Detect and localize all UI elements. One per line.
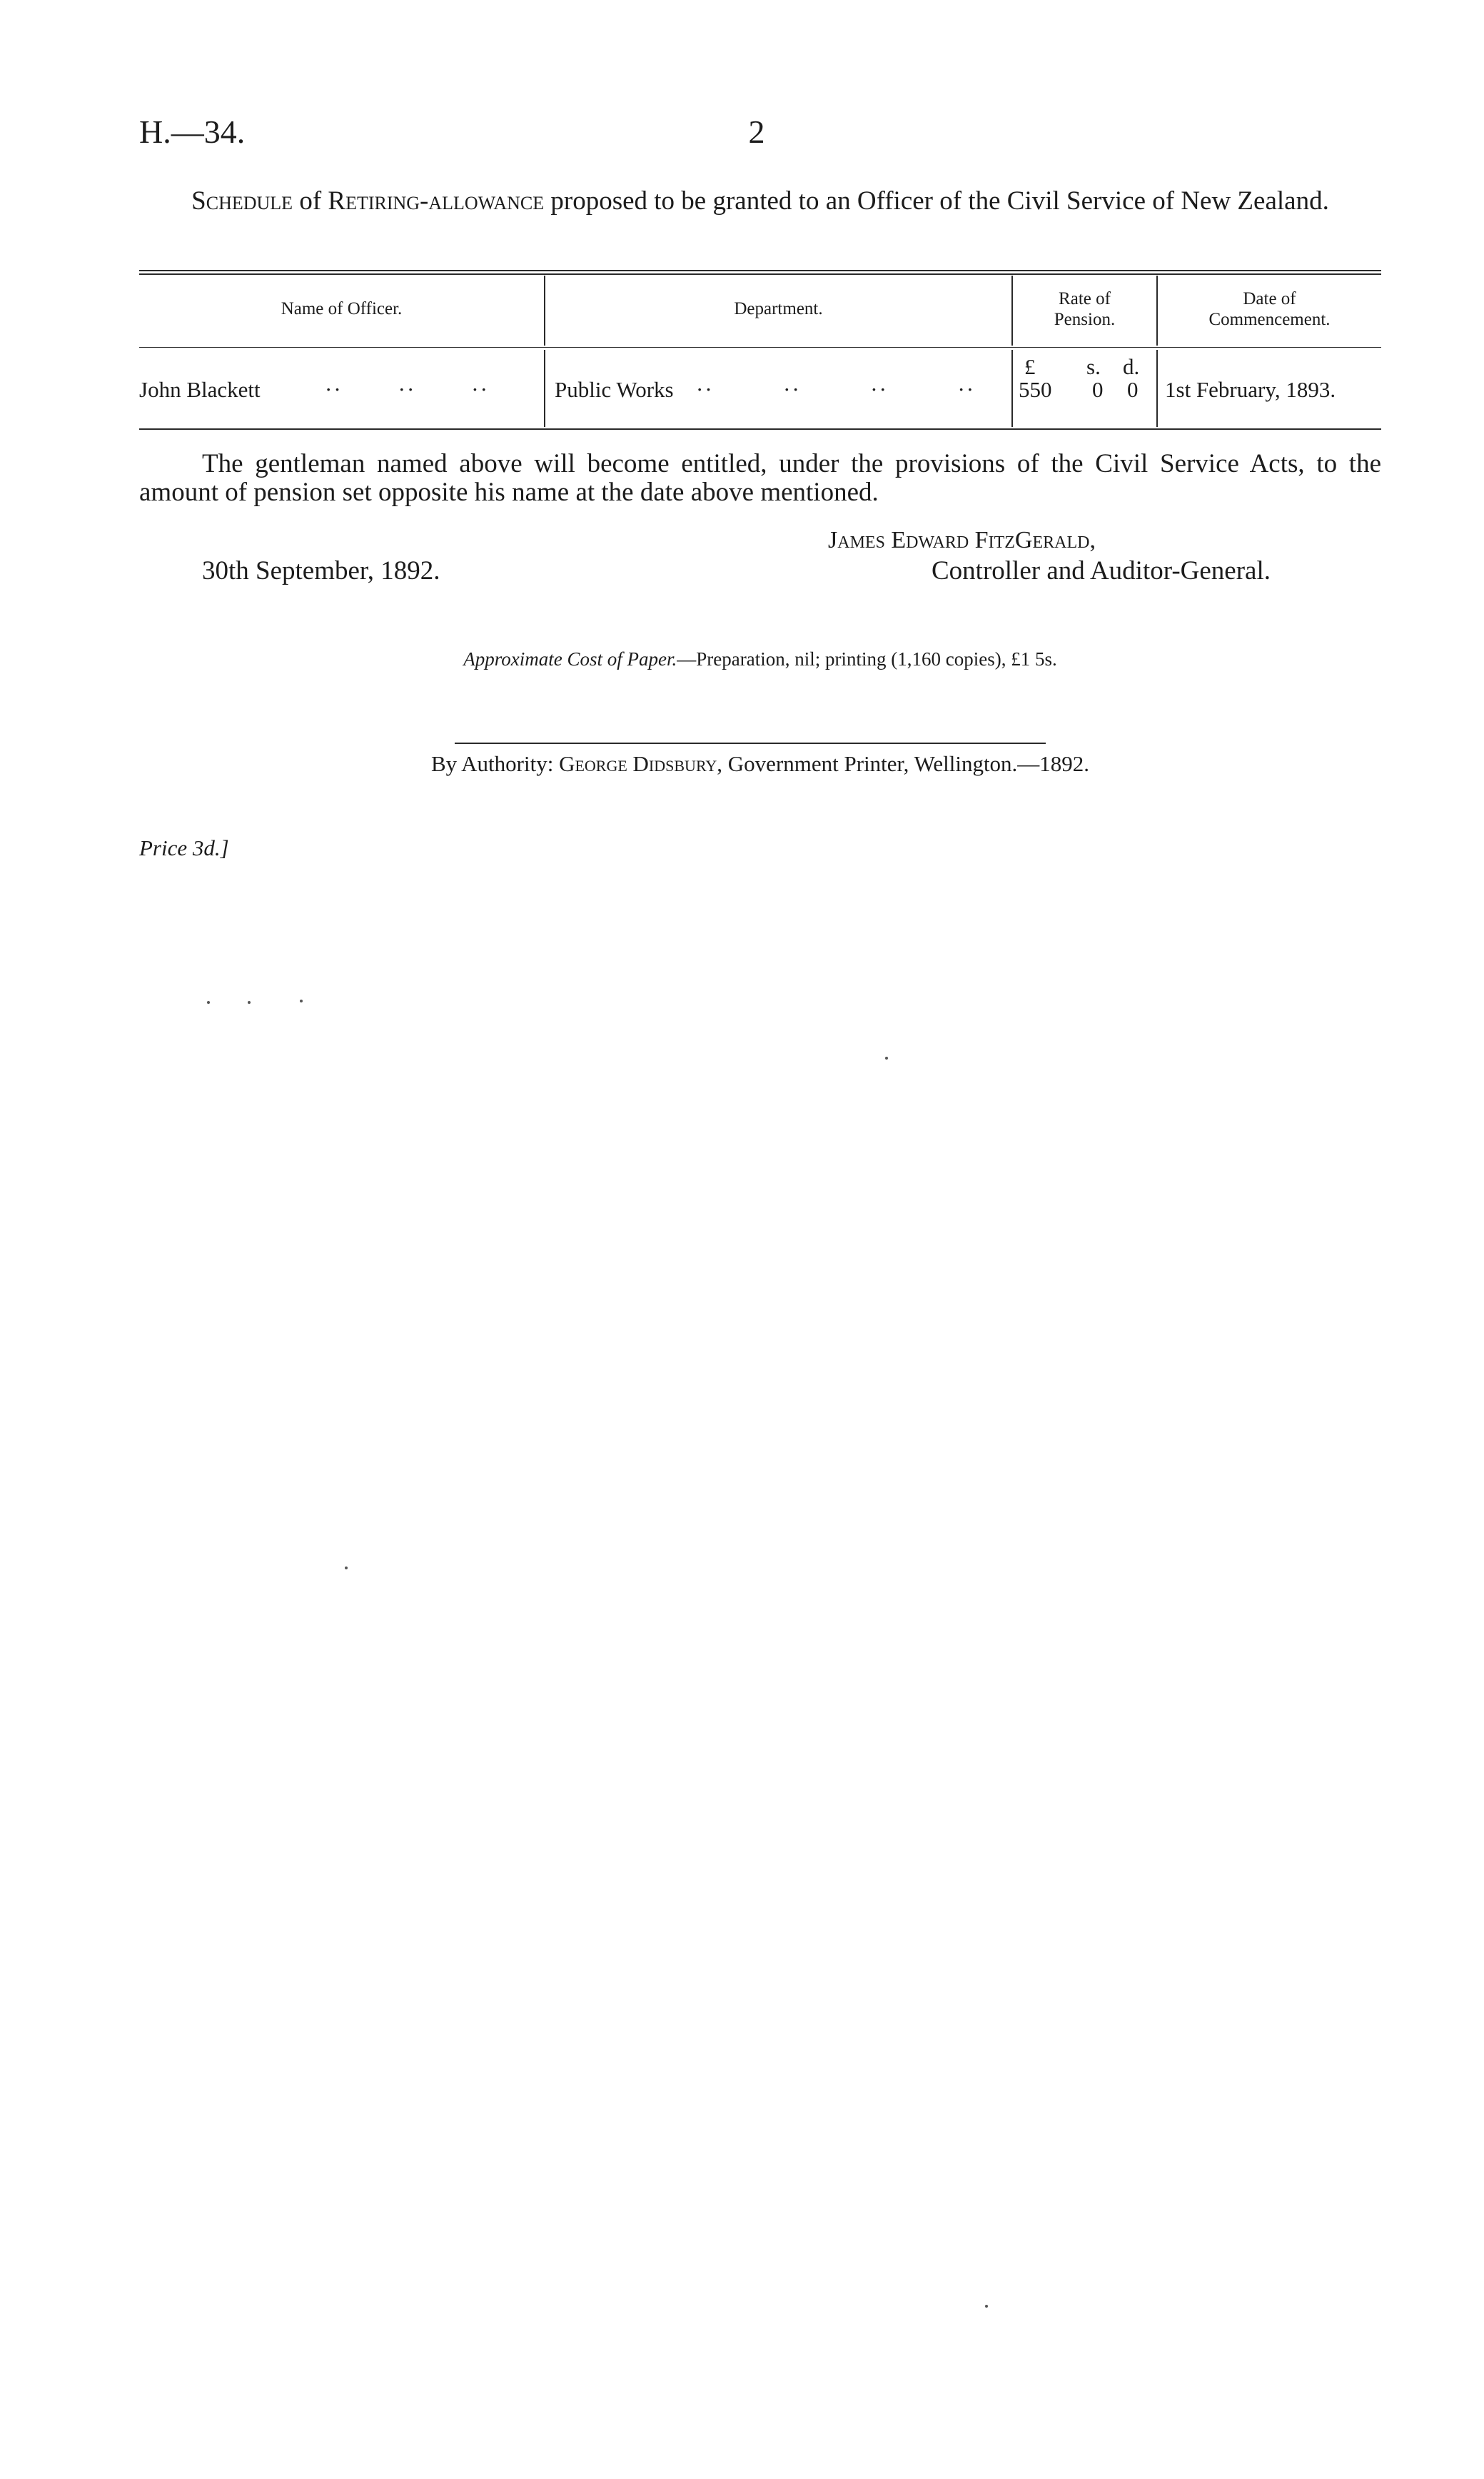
printer-name: George Didsbury [559,751,717,776]
pension-pence: 0 [1127,377,1139,402]
table-bottom-rule [139,428,1381,430]
title-of-word: of [293,186,328,216]
price-note: Price 3d.] [139,835,229,860]
unit-pence: d. [1123,354,1140,379]
header-rate-line1: Rate of [1059,289,1111,308]
pension-shillings: 0 [1092,377,1104,402]
col-divider-1-body [544,350,545,427]
table-header-rule [139,347,1381,348]
cost-label: Approximate Cost of Paper. [463,648,677,670]
header-date-line2: Commencement. [1208,310,1331,329]
scan-speck [985,2305,988,2308]
leader-dots: ·· ·· ·· [325,377,489,402]
table-top-rule-inner [139,273,1381,275]
schedule-title [139,186,1381,217]
scan-speck [300,1000,303,1002]
title-remainder: proposed to be granted to an Officer of the Civil Service of New Zealand. [544,186,1329,216]
officer-name: John Blackett [139,377,261,402]
scan-speck [248,1001,251,1004]
header-department: Department. [734,299,823,318]
leader-dots: ·· ·· ·· ·· [696,377,976,402]
page-number: 2 [748,114,765,150]
authority-prefix: By Authority: [430,751,560,776]
unit-shillings: s. [1086,354,1101,379]
col-divider-3-body [1156,350,1158,427]
entitlement-paragraph: The gentleman named above will become entitled, under the provisions of the Civil Service Acts, to the amount of pension set opposite his name at the date above mentioned. [139,449,1381,507]
scan-speck [207,1001,210,1004]
table-top-rule [139,270,1381,271]
authority-suffix: , Government Printer, Wellington.—1892. [717,751,1090,776]
printing-authority-line [139,751,1381,777]
title-retiring-allowance: Retiring-allowance [328,186,545,216]
document-reference: H.—34. [139,114,246,150]
department-name: Public Works [555,377,674,402]
header-name-of-officer: Name of Officer. [281,299,403,318]
pension-pounds: 550 [1019,377,1052,402]
col-divider-2-body [1011,350,1013,427]
title-schedule-word: Schedule [191,186,293,216]
retiring-allowance-table [139,270,1381,434]
scan-speck [345,1567,348,1569]
header-rate-of-pension [1013,288,1156,330]
cost-text: —Preparation, nil; printing (1,160 copies), £1 5s. [677,648,1057,670]
signature-date: 30th September, 1892. [202,556,440,585]
commencement-date: 1st February, 1893. [1165,377,1336,402]
header-date-line1: Date of [1243,289,1296,308]
header-date-of-commencement [1158,288,1381,330]
unit-pounds: £ [1024,354,1036,379]
authority-divider [455,743,1046,744]
header-rate-line2: Pension. [1054,310,1116,329]
approximate-cost-line [139,648,1381,670]
scan-speck [885,1057,888,1060]
signatory-title: Controller and Auditor-General. [932,556,1271,585]
signatory-name: James Edward FitzGerald, [828,527,1096,553]
